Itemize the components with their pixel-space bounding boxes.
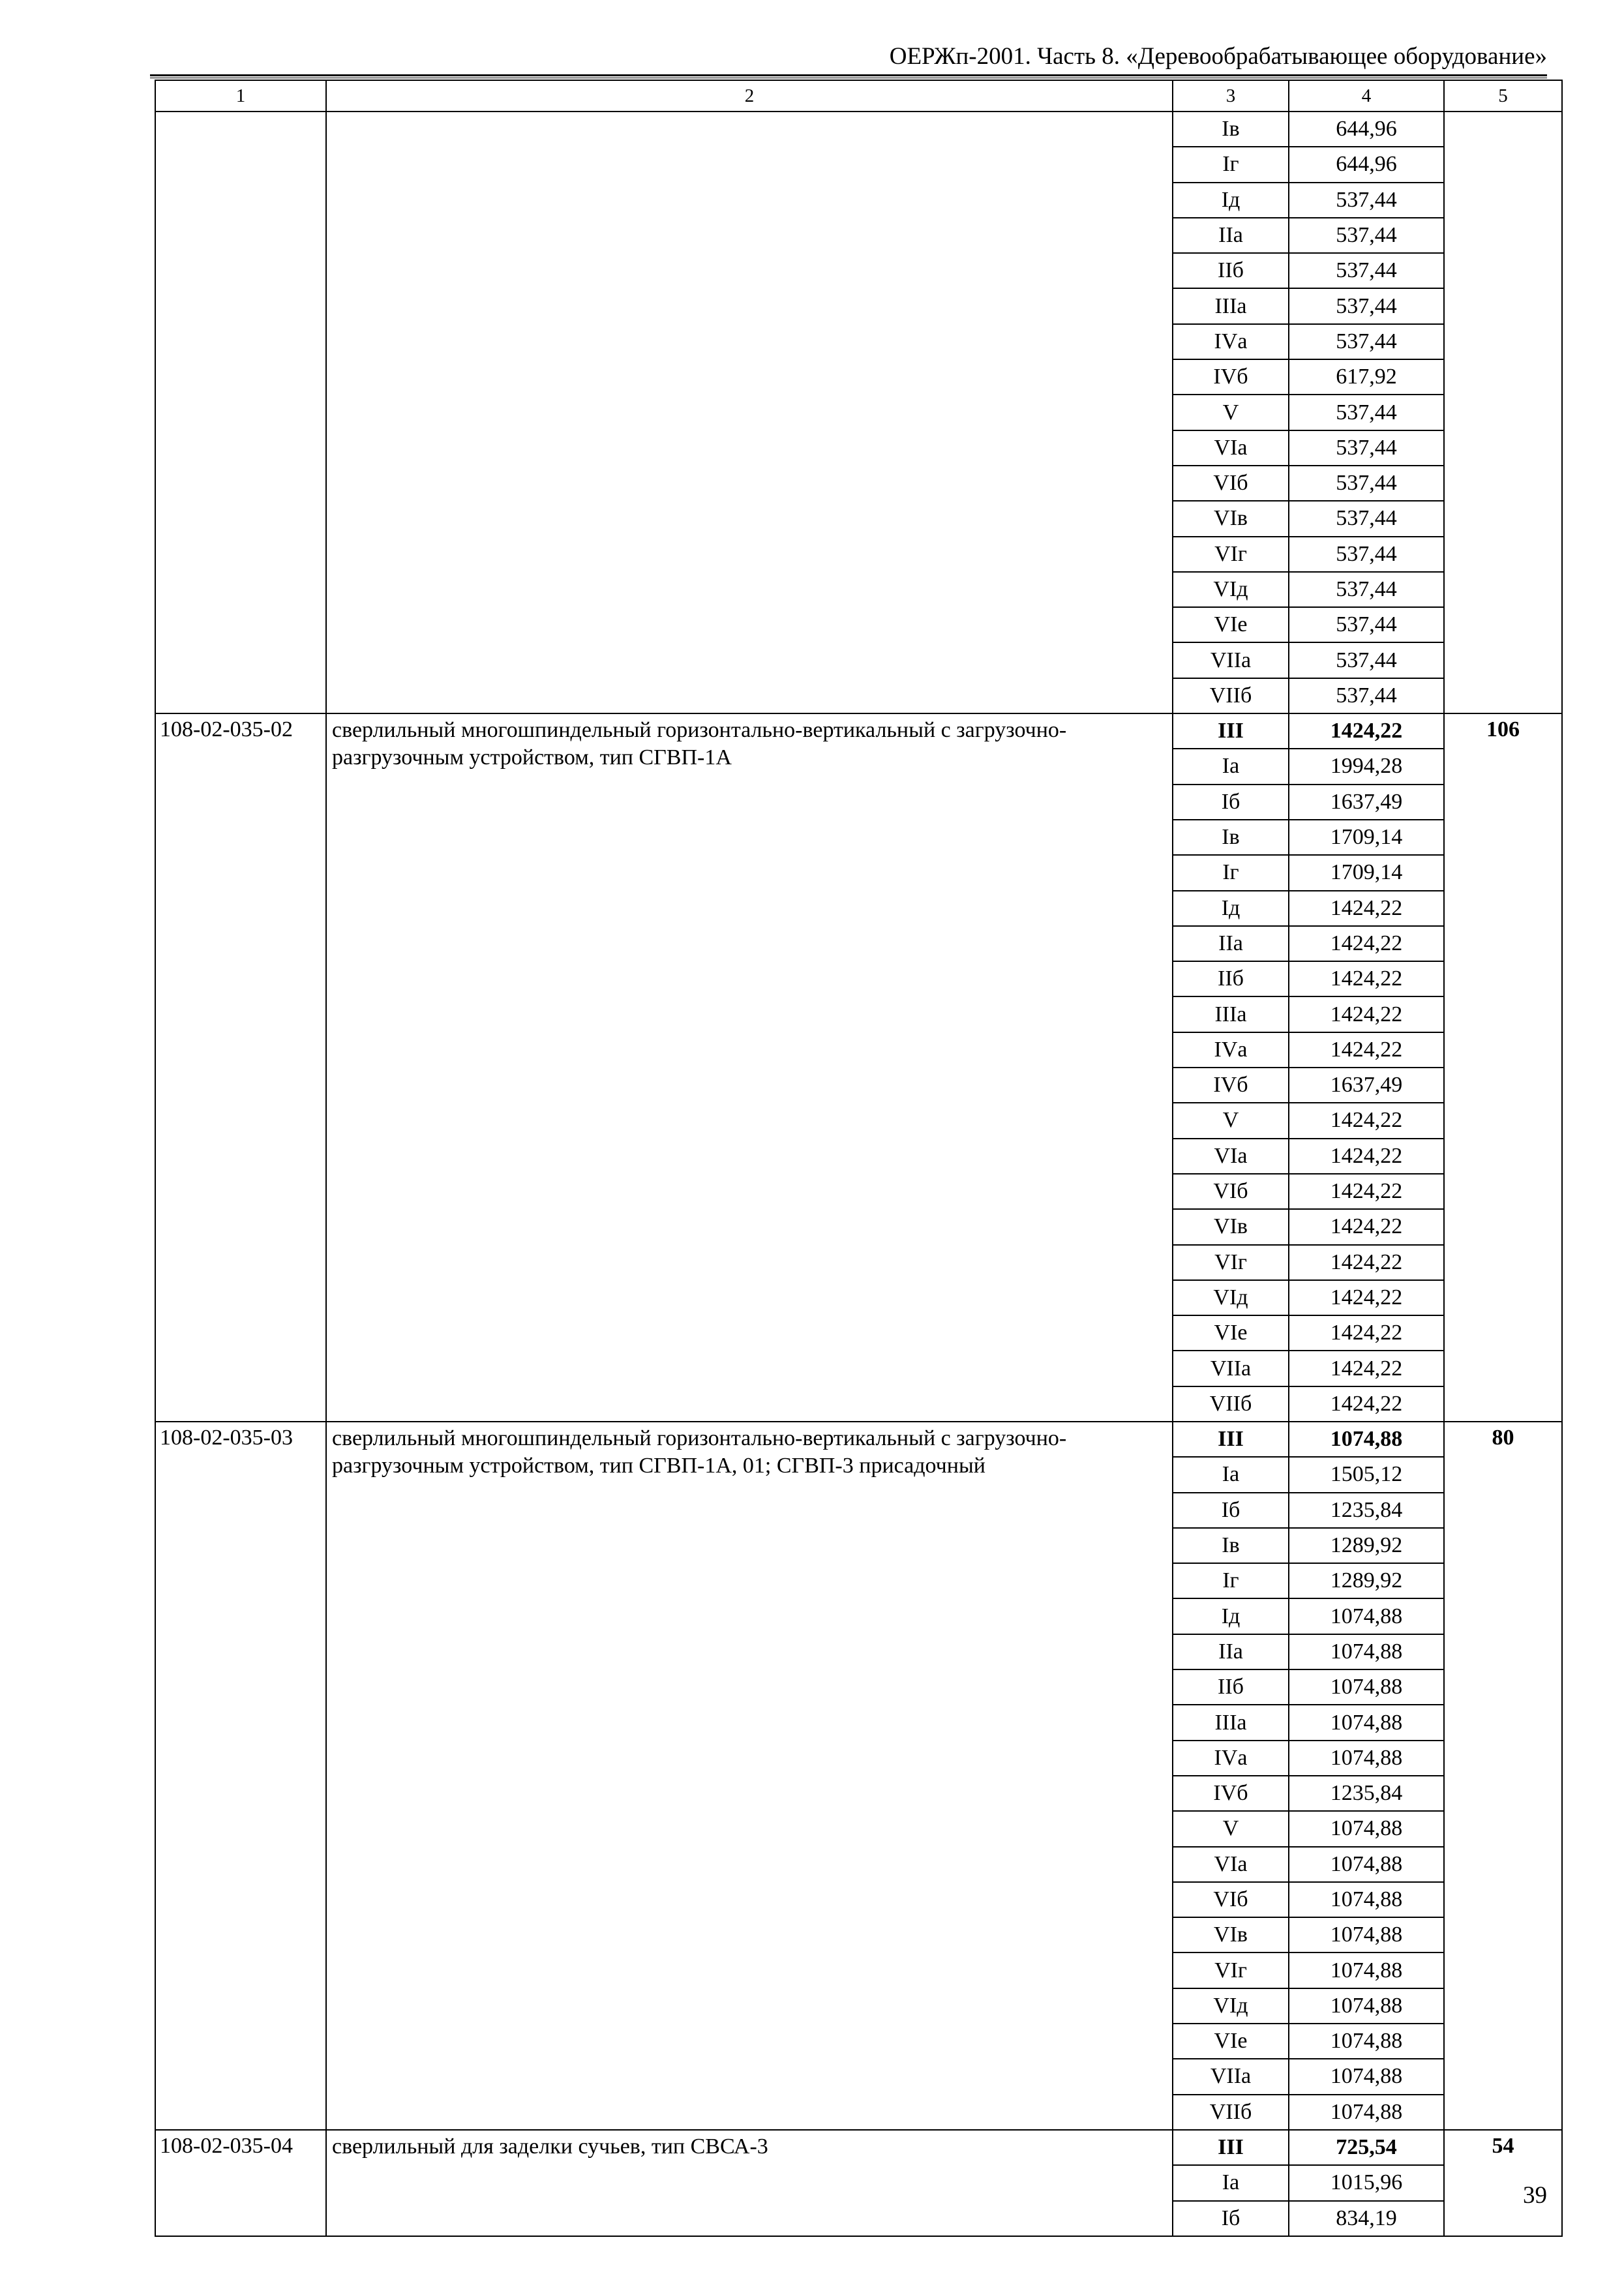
price-cell: 1424,22 [1289, 1351, 1444, 1386]
zone-cell: VIа [1173, 430, 1289, 466]
price-cell: 1074,88 [1289, 1847, 1444, 1882]
table-row [155, 713, 1562, 749]
price-cell: 1709,14 [1289, 855, 1444, 890]
zone-cell: VIIб [1173, 1386, 1289, 1422]
zone-cell: VIд [1173, 1280, 1289, 1315]
item-name [326, 112, 1173, 713]
zone-cell: III [1173, 2130, 1289, 2165]
price-cell: 644,96 [1289, 147, 1444, 182]
zone-cell: Iг [1173, 147, 1289, 182]
zone-cell: V [1173, 1103, 1289, 1138]
zone-cell: IIIа [1173, 1705, 1289, 1740]
price-cell: 644,96 [1289, 112, 1444, 147]
price-cell: 1424,22 [1289, 996, 1444, 1032]
price-cell: 1424,22 [1289, 1174, 1444, 1209]
price-cell: 1074,88 [1289, 2024, 1444, 2059]
zone-cell: VIд [1173, 572, 1289, 607]
price-cell: 1424,22 [1289, 1315, 1444, 1351]
table-row [155, 112, 1562, 147]
rates-table [155, 80, 1563, 2237]
price-cell: 1289,92 [1289, 1528, 1444, 1563]
price-cell: 725,54 [1289, 2130, 1444, 2165]
rate-cell [1444, 112, 1562, 713]
zone-cell: IIа [1173, 218, 1289, 253]
price-cell: 1074,88 [1289, 1598, 1444, 1634]
price-cell: 834,19 [1289, 2201, 1444, 2236]
zone-cell: Iб [1173, 785, 1289, 820]
zone-cell: VIIа [1173, 1351, 1289, 1386]
zone-cell: IIб [1173, 961, 1289, 996]
item-name: сверлильный многошпиндельный горизонтально-вертикальный с загрузочно-разгрузочным устройством, тип СГВП-1А, 01; СГВП-3 присадочный [326, 1422, 1173, 2130]
zone-cell: IVа [1173, 1032, 1289, 1068]
rate-cell: 106 [1444, 713, 1562, 1422]
zone-cell: VIе [1173, 2024, 1289, 2059]
column-header-1: 1 [155, 80, 326, 112]
zone-cell: Iв [1173, 820, 1289, 855]
zone-cell: Iа [1173, 2165, 1289, 2200]
zone-cell: VIе [1173, 607, 1289, 642]
price-cell: 1235,84 [1289, 1776, 1444, 1811]
zone-cell: III [1173, 1422, 1289, 1457]
price-cell: 1424,22 [1289, 713, 1444, 749]
price-cell: 1424,22 [1289, 1280, 1444, 1315]
zone-cell: IVб [1173, 1776, 1289, 1811]
item-code [155, 112, 326, 713]
rate-cell: 80 [1444, 1422, 1562, 2130]
price-cell: 1235,84 [1289, 1493, 1444, 1528]
zone-cell: III [1173, 713, 1289, 749]
zone-cell: VIа [1173, 1139, 1289, 1174]
zone-cell: Iв [1173, 1528, 1289, 1563]
zone-cell: VIIб [1173, 2095, 1289, 2130]
price-cell: 1074,88 [1289, 1705, 1444, 1740]
zone-cell: VIIб [1173, 678, 1289, 713]
price-cell: 1074,88 [1289, 1917, 1444, 1952]
item-code: 108-02-035-03 [155, 1422, 326, 2130]
price-cell: 1074,88 [1289, 2095, 1444, 2130]
price-cell: 537,44 [1289, 607, 1444, 642]
item-code: 108-02-035-04 [155, 2130, 326, 2236]
price-cell: 1074,88 [1289, 1988, 1444, 2024]
header-rule [150, 74, 1547, 76]
price-cell: 1074,88 [1289, 1741, 1444, 1776]
price-cell: 1074,88 [1289, 1811, 1444, 1846]
price-cell: 1424,22 [1289, 1103, 1444, 1138]
zone-cell: Iа [1173, 1457, 1289, 1492]
price-cell: 537,44 [1289, 183, 1444, 218]
zone-cell: Iб [1173, 1493, 1289, 1528]
zone-cell: VIIа [1173, 642, 1289, 678]
zone-cell: Iв [1173, 112, 1289, 147]
zone-cell: VIб [1173, 1882, 1289, 1917]
zone-cell: IVа [1173, 1741, 1289, 1776]
zone-cell: VIг [1173, 1245, 1289, 1280]
price-cell: 1424,22 [1289, 961, 1444, 996]
table-body [155, 112, 1562, 2236]
item-name: сверлильный многошпиндельный горизонтально-вертикальный с загрузочно-разгрузочным устройством, тип СГВП-1А [326, 713, 1173, 1422]
zone-cell: IVа [1173, 324, 1289, 359]
price-cell: 1424,22 [1289, 1139, 1444, 1174]
column-header-4: 4 [1289, 80, 1444, 112]
zone-cell: IIб [1173, 253, 1289, 288]
zone-cell: Iд [1173, 183, 1289, 218]
column-number-row [155, 80, 1562, 112]
price-cell: 1637,49 [1289, 785, 1444, 820]
price-cell: 537,44 [1289, 324, 1444, 359]
price-cell: 1015,96 [1289, 2165, 1444, 2200]
zone-cell: IIа [1173, 1634, 1289, 1669]
price-cell: 1637,49 [1289, 1068, 1444, 1103]
zone-cell: VIе [1173, 1315, 1289, 1351]
page-number: 39 [1523, 2182, 1547, 2209]
price-cell: 1074,88 [1289, 1634, 1444, 1669]
column-header-3: 3 [1173, 80, 1289, 112]
price-cell: 537,44 [1289, 430, 1444, 466]
zone-cell: Iг [1173, 855, 1289, 890]
column-header-2: 2 [326, 80, 1173, 112]
price-cell: 537,44 [1289, 642, 1444, 678]
table-row [155, 2130, 1562, 2165]
price-cell: 537,44 [1289, 537, 1444, 572]
price-cell: 537,44 [1289, 395, 1444, 430]
price-cell: 537,44 [1289, 572, 1444, 607]
price-cell: 1424,22 [1289, 891, 1444, 926]
item-code: 108-02-035-02 [155, 713, 326, 1422]
price-cell: 1074,88 [1289, 2059, 1444, 2094]
zone-cell: Iд [1173, 1598, 1289, 1634]
zone-cell: VIа [1173, 1847, 1289, 1882]
zone-cell: IIIа [1173, 996, 1289, 1032]
zone-cell: Iб [1173, 2201, 1289, 2236]
zone-cell: V [1173, 1811, 1289, 1846]
price-cell: 1994,28 [1289, 749, 1444, 784]
price-cell: 1074,88 [1289, 1952, 1444, 1988]
price-cell: 1424,22 [1289, 1032, 1444, 1068]
zone-cell: Iг [1173, 1563, 1289, 1598]
price-cell: 617,92 [1289, 359, 1444, 395]
zone-cell: Iд [1173, 891, 1289, 926]
price-cell: 537,44 [1289, 218, 1444, 253]
price-cell: 1074,88 [1289, 1882, 1444, 1917]
price-cell: 1424,22 [1289, 1245, 1444, 1280]
price-cell: 1709,14 [1289, 820, 1444, 855]
price-cell: 1289,92 [1289, 1563, 1444, 1598]
zone-cell: VIг [1173, 1952, 1289, 1988]
zone-cell: VIв [1173, 1917, 1289, 1952]
zone-cell: Iа [1173, 749, 1289, 784]
zone-cell: IIIа [1173, 288, 1289, 323]
zone-cell: VIг [1173, 537, 1289, 572]
zone-cell: VIв [1173, 1209, 1289, 1244]
item-name: сверлильный для заделки сучьев, тип СВСА-3 [326, 2130, 1173, 2236]
price-cell: 537,44 [1289, 466, 1444, 501]
price-cell: 1424,22 [1289, 1209, 1444, 1244]
price-cell: 1074,88 [1289, 1422, 1444, 1457]
column-header-5: 5 [1444, 80, 1562, 112]
zone-cell: IIа [1173, 926, 1289, 961]
price-cell: 1074,88 [1289, 1669, 1444, 1705]
price-cell: 1424,22 [1289, 1386, 1444, 1422]
rate-cell: 54 [1444, 2130, 1562, 2236]
zone-cell: VIд [1173, 1988, 1289, 2024]
zone-cell: IVб [1173, 359, 1289, 395]
table-row [155, 1422, 1562, 1457]
price-cell: 537,44 [1289, 501, 1444, 536]
zone-cell: VIв [1173, 501, 1289, 536]
zone-cell: V [1173, 395, 1289, 430]
price-cell: 537,44 [1289, 678, 1444, 713]
page-header-title: ОЕРЖп-2001. Часть 8. «Деревообрабатывающее оборудование» [889, 43, 1547, 70]
zone-cell: IVб [1173, 1068, 1289, 1103]
price-cell: 1505,12 [1289, 1457, 1444, 1492]
zone-cell: IIб [1173, 1669, 1289, 1705]
price-cell: 1424,22 [1289, 926, 1444, 961]
price-cell: 537,44 [1289, 288, 1444, 323]
price-cell: 537,44 [1289, 253, 1444, 288]
zone-cell: VIIа [1173, 2059, 1289, 2094]
zone-cell: VIб [1173, 466, 1289, 501]
zone-cell: VIб [1173, 1174, 1289, 1209]
